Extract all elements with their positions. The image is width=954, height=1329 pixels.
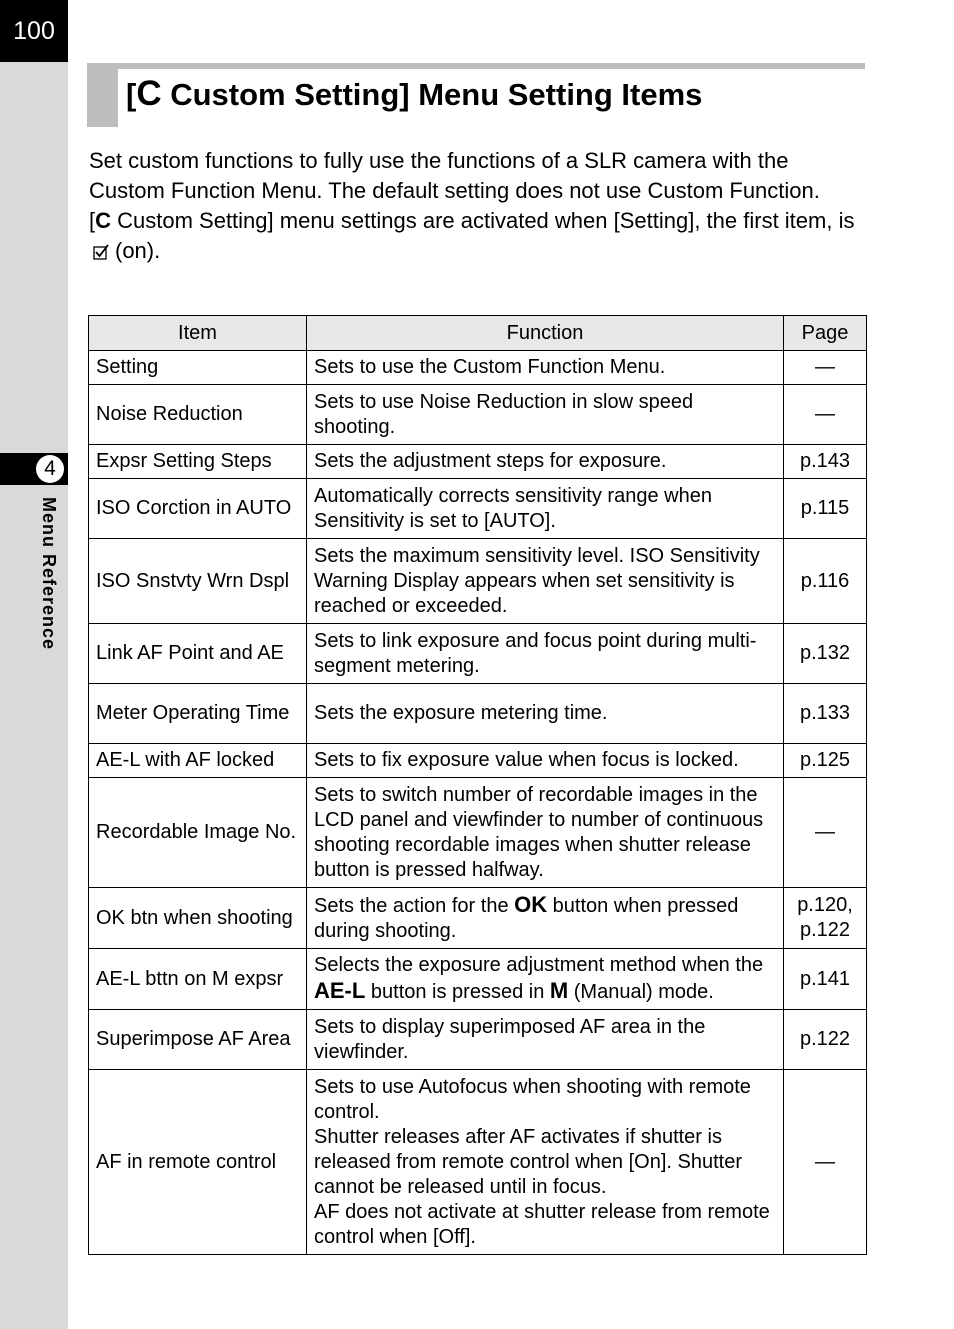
row-function: Automatically corrects sensitivity range when Sensitivity is set to [AUTO]. xyxy=(307,479,784,539)
row-item: Meter Operating Time xyxy=(89,684,307,744)
side-strip xyxy=(0,0,68,1329)
row-function: Sets to display superimposed AF area in the viewfinder. xyxy=(307,1010,784,1070)
table-row xyxy=(89,949,867,1010)
title-block xyxy=(87,63,118,127)
row-page: — xyxy=(784,778,867,888)
row-item: AF in remote control xyxy=(89,1070,307,1255)
table-row xyxy=(89,778,867,888)
row-function: Sets the action for the OK button when pressed during shooting. xyxy=(307,888,784,949)
row-page: p.120, p.122 xyxy=(784,888,867,949)
row-page: p.115 xyxy=(784,479,867,539)
page-title: [C Custom Setting] Menu Setting Items xyxy=(126,74,703,113)
header-page: Page xyxy=(784,316,867,351)
table-row xyxy=(89,351,867,385)
intro-text xyxy=(89,146,864,268)
table-header-row xyxy=(89,316,867,351)
row-function: Sets the adjustment steps for exposure. xyxy=(307,445,784,479)
row-function: Sets to use the Custom Function Menu. xyxy=(307,351,784,385)
row-page: p.143 xyxy=(784,445,867,479)
row-item: Expsr Setting Steps xyxy=(89,445,307,479)
row-item: Superimpose AF Area xyxy=(89,1010,307,1070)
row-function: Sets to fix exposure value when focus is locked. xyxy=(307,744,784,778)
row-page: — xyxy=(784,385,867,445)
row-page: p.132 xyxy=(784,624,867,684)
row-page: p.133 xyxy=(784,684,867,744)
row-page: — xyxy=(784,351,867,385)
manual-mode-icon: M xyxy=(549,978,569,1003)
row-function: Sets the maximum sensitivity level. ISO Sensitivity Warning Display appears when set sensitivity is reached or exceeded. xyxy=(307,539,784,624)
row-page: p.122 xyxy=(784,1010,867,1070)
row-item: ISO Corction in AUTO xyxy=(89,479,307,539)
settings-table xyxy=(88,315,867,1255)
row-item: Link AF Point and AE xyxy=(89,624,307,684)
table-row xyxy=(89,888,867,949)
chapter-number: 4 xyxy=(36,455,64,483)
row-function: Sets to use Autofocus when shooting with remote control. Shutter releases after AF activates if shutter is released from remote control when [On]. Shutter cannot be released until in focus. AF does not activate at shutter release from remote control when [Off]. xyxy=(307,1070,784,1255)
header-item: Item xyxy=(89,316,307,351)
ok-button-icon: OK xyxy=(514,892,548,917)
table-row xyxy=(89,624,867,684)
table-row xyxy=(89,744,867,778)
table-row xyxy=(89,684,867,744)
header-function: Function xyxy=(307,316,784,351)
custom-c-icon: C xyxy=(136,74,162,113)
checkbox-checked-icon xyxy=(93,238,109,268)
page-number: 100 xyxy=(0,0,68,62)
row-item: Noise Reduction xyxy=(89,385,307,445)
row-page: p.125 xyxy=(784,744,867,778)
row-function: Sets the exposure metering time. xyxy=(307,684,784,744)
title-band xyxy=(87,63,865,69)
row-item: OK btn when shooting xyxy=(89,888,307,949)
row-page: — xyxy=(784,1070,867,1255)
row-page: p.116 xyxy=(784,539,867,624)
row-item: AE-L bttn on M expsr xyxy=(89,949,307,1010)
row-item: Recordable Image No. xyxy=(89,778,307,888)
row-function: Sets to switch number of recordable images in the LCD panel and viewfinder to number of continuous shooting recordable images when shutter release button is pressed halfway. xyxy=(307,778,784,888)
table-row xyxy=(89,445,867,479)
ae-l-button-icon: AE-L xyxy=(314,978,366,1003)
row-function: Sets to link exposure and focus point during multi-segment metering. xyxy=(307,624,784,684)
table-row xyxy=(89,1010,867,1070)
intro-paragraph-1: Set custom functions to fully use the functions of a SLR camera with the Custom Function Menu. The default setting does not use Custom Function. xyxy=(89,148,820,203)
table-row xyxy=(89,479,867,539)
table-row xyxy=(89,385,867,445)
table-row xyxy=(89,539,867,624)
intro-paragraph-2: [C Custom Setting] menu settings are activated when [Setting], the first item, is(on). xyxy=(89,206,864,268)
custom-c-icon: C xyxy=(95,208,112,233)
row-function: Selects the exposure adjustment method when the AE-L button is pressed in M (Manual) mode. xyxy=(307,949,784,1010)
row-item: ISO Snstvty Wrn Dspl xyxy=(89,539,307,624)
row-item: Setting xyxy=(89,351,307,385)
table-row xyxy=(89,1070,867,1255)
chapter-label: Menu Reference xyxy=(39,497,59,651)
row-page: p.141 xyxy=(784,949,867,1010)
row-function: Sets to use Noise Reduction in slow speed shooting. xyxy=(307,385,784,445)
row-item: AE-L with AF locked xyxy=(89,744,307,778)
